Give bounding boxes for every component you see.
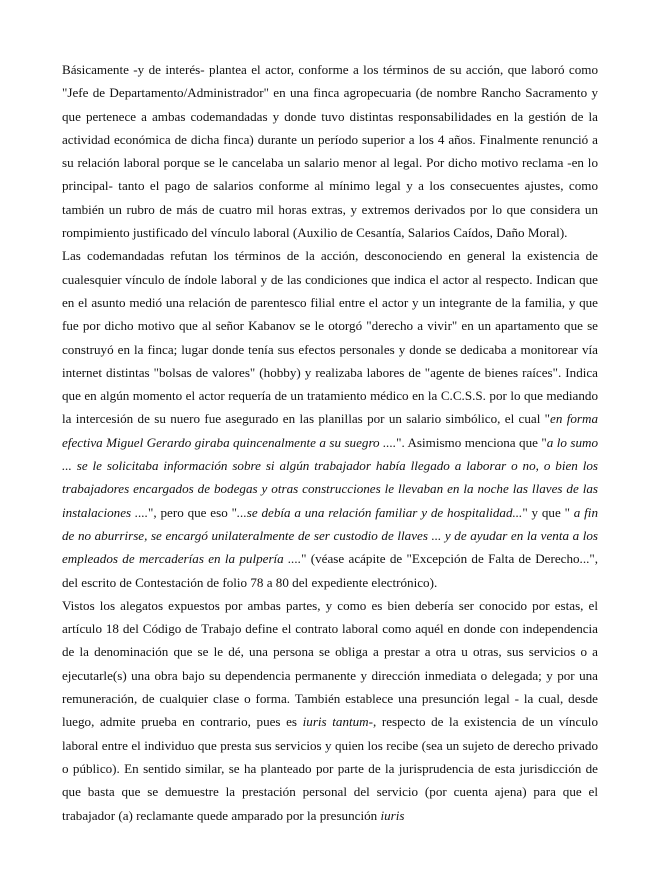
quote-text: en forma efectiva Miguel Gerardo giraba quincenalmente a su suegro .... <box>62 411 599 450</box>
latin-term: iuris tantum- <box>302 714 373 730</box>
document-body <box>62 58 598 827</box>
quote-text: a lo sumo ... se le solicitaba información sobre si algún trabajador había llegado a laborar o no, o bien los trabajadores encargados de bodegas y otras construcciones le llevaban en la noche las llaves de las instalaciones .... <box>62 434 598 520</box>
paragraph-defense-text: ". Asimismo menciona que " <box>396 434 547 450</box>
paragraph-analysis <box>62 594 598 827</box>
quote-text: ...se debía a una relación familiar y de hospitalidad... <box>236 504 523 520</box>
quote-text: a fin de no aburrirse, se encargó unilateralmente de ser custodio de llaves ... y de ayudar en la venta a los empleados de mercaderías en la pulpería .... <box>62 504 598 567</box>
paragraph-analysis-text: , respecto de la existencia de un vínculo laboral entre el individuo que presta sus servicios y quien los recibe (sea un sujeto de derecho privado o público). En sentido similar, se ha planteado por parte de la jurisprudencia de esta jurisdicción de que basta que se demuestre la prestación personal del servicio (por cuenta ajena) para que el trabajador (a) reclamante quede amparado por la presunción <box>62 714 598 823</box>
paragraph-defense-text: ", pero que eso " <box>148 504 237 520</box>
paragraph-claim <box>62 58 598 244</box>
paragraph-claim-text: Básicamente -y de interés- plantea el actor, conforme a los términos de su acción, que laboró como "Jefe de Departamento/Administrador" en una finca agropecuaria (de nombre Rancho Sacramento y que pertenece a ambas codemandadas y donde tuvo distintas responsabilidades en la gestión de la actividad económica de dicha finca) durante un período superior a los 4 años. Finalmente renunció a su relación laboral porque se le cancelaba un salario menor al legal. Por dicho motivo reclama -en lo principal- tanto el pago de salarios conforme al mínimo legal y a los consecuentes ajustes, como también un rubro de más de cuatro mil horas extras, y extremos derivados por lo que considera un rompimiento justificado del vínculo laboral (Auxilio de Cesantía, Salarios Caídos, Daño Moral). <box>62 62 598 241</box>
latin-term: iuris <box>380 807 405 823</box>
paragraph-defense-text: " (véase acápite de "Excepción de Falta de Derecho...", del escrito de Contestación de folio 78 a 80 del expediente electrónico). <box>62 551 598 590</box>
paragraph-analysis-text: Vistos los alegatos expuestos por ambas partes, y como es bien debería ser conocido por estas, el artículo 18 del Código de Trabajo define el contrato laboral como aquél en donde con independencia de la denominación que se le dé, una persona se obliga a prestar a otra u otras, sus servicios o a ejecutarle(s) una obra bajo su dependencia permanente y dirección inmediata o delegada; y por una remuneración, de cualquier clase o forma. También establece una presunción legal - la cual, desde luego, admite prueba en contrario, pues es <box>62 597 598 730</box>
paragraph-defense-text: Las codemandadas refutan los términos de la acción, desconociendo en general la existencia de cualesquier vínculo de índole laboral y de las condiciones que indica el actor al respecto. Indican que en el asunto medió una relación de parentesco filial entre el actor y un integrante de la familia, y que fue por dicho motivo que al señor Kabanov se le otorgó "derecho a vivir" en un apartamento que se construyó en la finca; lugar donde tenía sus efectos personales y donde se dedicaba a monitorear vía internet distintas "bolsas de valores" (hobby) y realizaba labores de "agente de bienes raíces". Indica que en algún momento el actor requería de un tratamiento médico en la C.C.S.S. por lo que mediando la intercesión de su nuero fue asegurado en las planillas por un salario simbólico, el cual " <box>62 248 598 427</box>
paragraph-defense-text: " y que " <box>522 504 574 520</box>
paragraph-defense <box>62 244 598 593</box>
